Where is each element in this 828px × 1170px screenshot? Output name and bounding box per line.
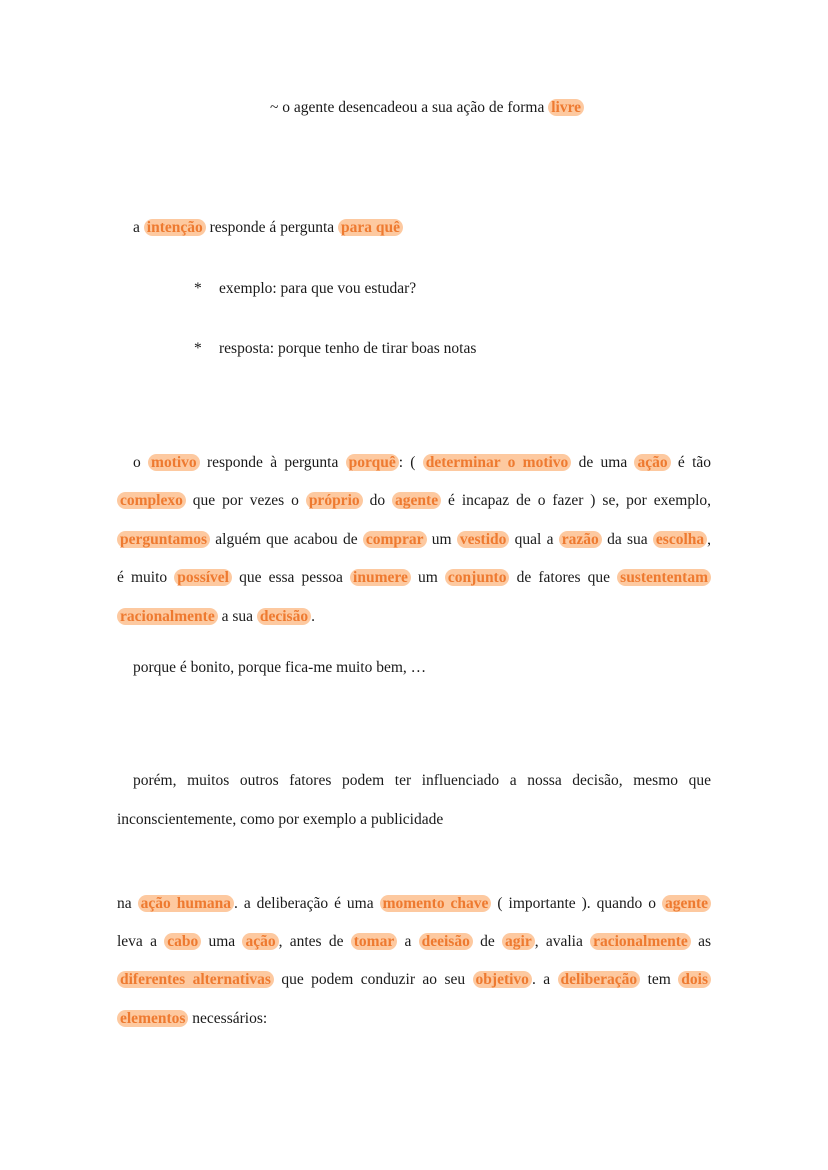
- text-span: de fatores que: [509, 569, 618, 586]
- text-span: de: [472, 933, 503, 950]
- however-line-2: inconscientemente, como por exemplo a publicidade: [117, 811, 444, 828]
- deliberation-line-1: [117, 893, 711, 915]
- motive-line-4: [117, 567, 711, 589]
- text-span: ,: [707, 531, 711, 548]
- motive-line-2: [117, 490, 711, 512]
- highlight: conjunto: [445, 569, 510, 586]
- highlight: objetivo: [473, 971, 532, 988]
- highlight: determinar o motivo: [423, 454, 572, 471]
- text-span: as: [690, 933, 711, 950]
- example-answer-line: porque é bonito, porque fica-me muito bem, …: [133, 659, 427, 676]
- highlight: ação humana: [138, 895, 234, 912]
- bullet-item: [194, 338, 476, 360]
- highlight: agente: [392, 492, 441, 509]
- highlight: tomar: [351, 933, 397, 950]
- text-span: do: [362, 492, 393, 509]
- text-span: .: [311, 608, 315, 625]
- text-span: resposta: porque tenho de tirar boas notas: [219, 340, 477, 357]
- text-span: a: [397, 933, 419, 950]
- text-span: um: [426, 531, 457, 548]
- text-span: ( importante ). quando o: [491, 895, 662, 912]
- intention-line: [133, 217, 403, 239]
- text-span: tem: [640, 971, 679, 988]
- highlight: ação: [634, 454, 670, 471]
- motive-line-1: [133, 452, 711, 474]
- highlight: vestido: [457, 531, 510, 548]
- text-span: qual a: [509, 531, 559, 548]
- text-span: exemplo: para que vou estudar?: [219, 280, 417, 297]
- bullet-marker: *: [194, 280, 202, 297]
- motive-line-3: [117, 529, 711, 551]
- bullet-item: [194, 278, 416, 300]
- deliberation-line-3: [117, 969, 711, 991]
- text-span: , avalia: [534, 933, 591, 950]
- text-span: . a deliberação é uma: [233, 895, 380, 912]
- text-span: o: [133, 454, 149, 471]
- highlight: sustententam: [617, 569, 711, 586]
- highlight: ação: [242, 933, 278, 950]
- highlight: para quê: [338, 219, 403, 236]
- highlight: próprio: [306, 492, 363, 509]
- tilde-symbol: ~: [270, 99, 279, 116]
- text-span: . a: [531, 971, 558, 988]
- text-span: uma: [201, 933, 243, 950]
- highlight: cabo: [164, 933, 201, 950]
- text-span: necessários:: [188, 1010, 268, 1027]
- text-span: : (: [398, 454, 423, 471]
- text-span: , antes de: [278, 933, 351, 950]
- highlight: deeisão: [419, 933, 473, 950]
- text-span: um: [410, 569, 445, 586]
- deliberation-line-2: [117, 931, 711, 953]
- text-span: é muito: [117, 569, 175, 586]
- highlight: comprar: [363, 531, 427, 548]
- text-span: de uma: [571, 454, 635, 471]
- highlight: racionalmente: [117, 608, 218, 625]
- highlight: intenção: [144, 219, 206, 236]
- deliberation-line-4: [117, 1008, 267, 1030]
- highlight: deliberação: [558, 971, 641, 988]
- bullet-marker: *: [194, 340, 202, 357]
- highlight: momento chave: [380, 895, 492, 912]
- text-span: a: [133, 219, 144, 236]
- text-span: alguém que acabou de: [209, 531, 363, 548]
- text-span: a sua: [217, 608, 257, 625]
- text-span: que podem conduzir ao seu: [273, 971, 473, 988]
- highlight: decisão: [257, 608, 311, 625]
- text-span: que por vezes o: [185, 492, 306, 509]
- however-line-1: porém, muitos outros fatores podem ter influenciado a nossa decisão, mesmo que: [133, 772, 711, 789]
- highlight: razão: [559, 531, 602, 548]
- highlight: agente: [662, 895, 711, 912]
- text-span: responde á pergunta: [205, 219, 339, 236]
- text-span: leva a: [117, 933, 165, 950]
- highlight: motivo: [148, 454, 200, 471]
- motive-line-5: [117, 606, 315, 628]
- highlight: diferentes alternativas: [117, 971, 274, 988]
- free-action-line: [270, 97, 584, 119]
- highlight: racionalmente: [590, 933, 691, 950]
- highlight: inumere: [350, 569, 411, 586]
- highlight: possível: [174, 569, 232, 586]
- highlight: elementos: [117, 1010, 188, 1027]
- text-span: responde à pergunta: [199, 454, 346, 471]
- highlight: porquê: [346, 454, 399, 471]
- text-span: é incapaz de o fazer ) se, por exemplo,: [441, 492, 712, 509]
- highlight: complexo: [117, 492, 186, 509]
- text-span: que essa pessoa: [231, 569, 351, 586]
- text-span: o agente desencadeou a sua ação de forma: [278, 99, 549, 116]
- text-span: na: [117, 895, 138, 912]
- text-span: é tão: [670, 454, 712, 471]
- highlight: escolha: [653, 531, 707, 548]
- highlight: agir: [502, 933, 535, 950]
- highlight: perguntamos: [117, 531, 210, 548]
- highlight: livre: [548, 99, 584, 116]
- highlight: dois: [678, 971, 711, 988]
- text-span: da sua: [601, 531, 653, 548]
